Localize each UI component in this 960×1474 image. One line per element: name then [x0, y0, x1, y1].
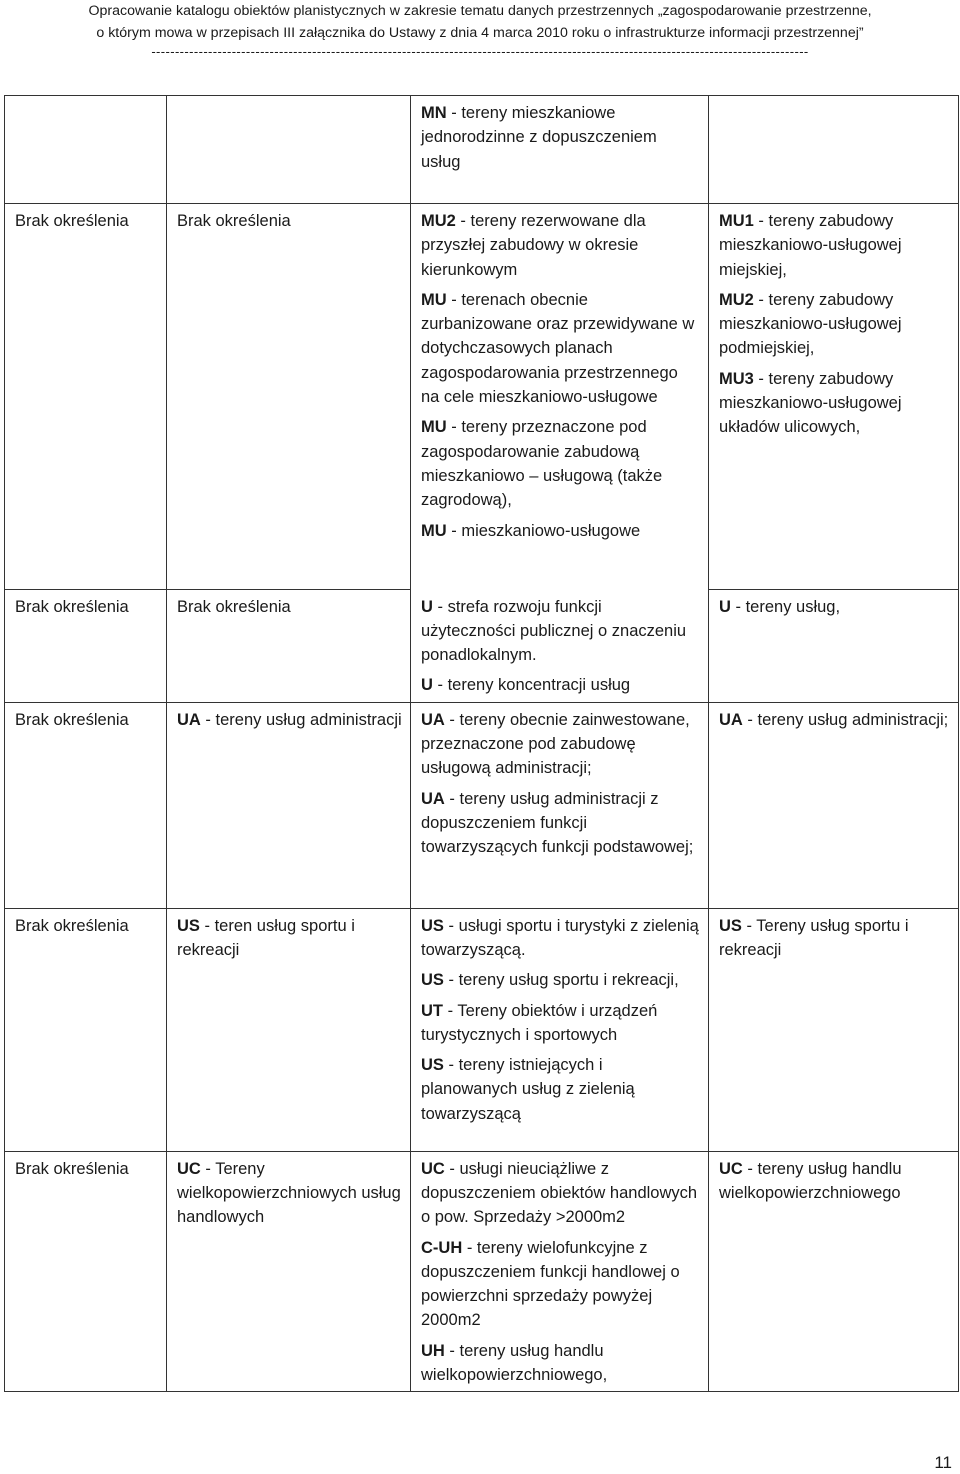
table-cell-1 — [5, 96, 167, 204]
entry — [421, 1053, 700, 1126]
table-cell-3 — [411, 96, 709, 204]
table-row — [5, 96, 959, 204]
entry-text: - mieszkaniowo-usługowe — [446, 521, 641, 540]
table-cell-2 — [167, 1151, 411, 1392]
table-cell-3 — [411, 908, 709, 1151]
entry — [421, 101, 700, 174]
header-separator: ------------------------------------------------------------------------------------------------------------------------------------------- — [151, 44, 809, 59]
entry — [421, 595, 700, 668]
entry — [421, 1339, 700, 1388]
entry — [719, 367, 950, 440]
table-cell-1 — [5, 1151, 167, 1392]
entry-code: UA — [177, 710, 201, 729]
entry — [719, 595, 950, 619]
entry-text: - usługi sportu i turystyki z zielenią towarzyszącą. — [421, 916, 699, 959]
entry-text: - tereny koncentracji usług — [432, 676, 631, 695]
table-cell-3 — [411, 590, 709, 703]
table-cell-1 — [5, 590, 167, 703]
entry-text: - tereny zabudowy mieszkaniowo-usługowej układów ulicowych, — [719, 369, 902, 437]
table-cell-2 — [167, 908, 411, 1151]
table-row — [5, 1151, 959, 1392]
entry-text: - tereny istniejących i planowanych usług z zielenią towarzyszącą — [421, 1056, 635, 1123]
entry-code: US — [421, 1056, 444, 1075]
entry-code: US — [421, 971, 444, 990]
entry — [719, 914, 950, 963]
entry — [421, 673, 700, 697]
entry-code: MU2 — [719, 290, 754, 309]
entry-code: UC — [719, 1159, 743, 1178]
entry — [421, 288, 700, 409]
entry — [719, 1157, 950, 1206]
entry — [719, 708, 950, 732]
entry-code: MU — [421, 521, 447, 540]
table-cell-4 — [709, 1151, 959, 1392]
table-row — [5, 204, 959, 590]
entry-text: - tereny usług sportu i rekreacji, — [443, 971, 679, 990]
table-cell-3 — [411, 702, 709, 908]
entry-text: - Tereny usług sportu i rekreacji — [719, 916, 909, 959]
entry-text: - teren usług sportu i rekreacji — [177, 916, 355, 959]
entry — [421, 708, 700, 781]
table-row — [5, 590, 959, 703]
table-cell-3 — [411, 1151, 709, 1392]
table-cell-2 — [167, 590, 411, 703]
entry-code: MN — [421, 104, 447, 122]
entry-text: - tereny usług administracji z dopuszczeniem funkcji towarzyszących funkcji podstawowej; — [421, 789, 694, 857]
entry-code: U — [421, 597, 433, 616]
entry-text: - tereny przeznaczone pod zagospodarowanie zabudową mieszkaniowo – usługową (także zagrodową), — [421, 418, 663, 510]
entry — [421, 209, 700, 282]
entry-text: - tereny rezerwowane dla przyszłej zabudowy w okresie kierunkowym — [421, 212, 646, 279]
entry-code: UA — [719, 710, 743, 729]
entry — [421, 415, 700, 512]
table-row — [5, 908, 959, 1151]
entry — [177, 1157, 402, 1230]
entry-text: - tereny usług, — [730, 598, 841, 616]
table-cell-3 — [411, 204, 709, 590]
entry-code: C-UH — [421, 1238, 463, 1257]
table-cell-4 — [709, 96, 959, 204]
entry — [421, 1236, 700, 1333]
entry-text: - tereny mieszkaniowe jednorodzinne z dopuszczeniem usług — [421, 104, 657, 171]
entry-text: - tereny usług administracji — [200, 710, 402, 729]
entry-text: - Tereny obiektów i urządzeń turystycznych i sportowych — [421, 1001, 658, 1044]
cell-text: Brak określenia — [15, 598, 129, 616]
entry-text: - tereny usług handlu wielkopowierzchniowego — [719, 1159, 902, 1202]
table-cell-4 — [709, 908, 959, 1151]
entry-code: UC — [421, 1159, 445, 1178]
entry-code: U — [719, 598, 731, 616]
entry-text: - Tereny wielkopowierzchniowych usług handlowych — [177, 1159, 401, 1227]
entry — [719, 288, 950, 361]
entry-text: - tereny zabudowy mieszkaniowo-usługowej miejskiej, — [719, 212, 902, 279]
entry — [421, 968, 700, 992]
page-header — [0, 0, 960, 60]
cell-text: Brak określenia — [15, 212, 129, 230]
table-body — [5, 96, 959, 1392]
entry-code: MU1 — [719, 212, 754, 230]
table-cell-4 — [709, 702, 959, 908]
table-cell-2 — [167, 702, 411, 908]
header-line-2: o którym mowa w przepisach III załącznika do Ustawy z dnia 4 marca 2010 roku o infrastrukturze informacji przestrzennej” — [96, 25, 864, 41]
entry-code: US — [177, 916, 200, 935]
entry-code: US — [421, 916, 444, 935]
entry-code: UA — [421, 789, 445, 808]
entry-text: - strefa rozwoju funkcji użyteczności publicznej o znaczeniu ponadlokalnym. — [421, 597, 687, 665]
table-row — [5, 702, 959, 908]
entry-text: - terenach obecnie zurbanizowane oraz przewidywane w dotychczasowych planach zagospodarowania przestrzennego na cele mieszkaniowo-usługowe — [421, 290, 695, 407]
entry-code: UH — [421, 1341, 445, 1360]
classification-table — [4, 95, 959, 1392]
table-cell-2 — [167, 96, 411, 204]
cell-text: Brak określenia — [15, 710, 129, 729]
entry-text: - tereny usług administracji; — [742, 710, 949, 729]
entry — [421, 914, 700, 963]
entry-code: MU2 — [421, 212, 456, 230]
entry-text: - tereny usług handlu wielkopowierzchniowego, — [421, 1341, 608, 1385]
entry — [421, 519, 700, 543]
entry-text: - tereny wielofunkcyjne z dopuszczeniem funkcji handlowej o powierzchni sprzedaży powyżej 2000m2 — [421, 1238, 680, 1330]
entry-code: UA — [421, 710, 445, 729]
table-cell-1 — [5, 702, 167, 908]
entry-code: UC — [177, 1159, 201, 1178]
table-cell-4 — [709, 204, 959, 590]
cell-text: Brak określenia — [177, 212, 291, 230]
table-cell-2 — [167, 204, 411, 590]
entry-code: MU — [421, 418, 447, 437]
entry-code: MU — [421, 290, 447, 309]
entry-code: UT — [421, 1001, 443, 1020]
entry — [177, 914, 402, 963]
header-line-1: Opracowanie katalogu obiektów planistycznych w zakresie tematu danych przestrzennych „zagospodarowanie przestrzenne, — [88, 3, 872, 19]
entry — [421, 1157, 700, 1230]
entry — [421, 787, 700, 860]
table-cell-1 — [5, 908, 167, 1151]
entry-code: U — [421, 676, 433, 695]
entry-text: - usługi nieuciążliwe z dopuszczeniem obiektów handlowych o pow. Sprzedaży >2000m2 — [421, 1159, 698, 1227]
entry-code: MU3 — [719, 369, 754, 388]
entry — [719, 209, 950, 282]
entry-text: - tereny obecnie zainwestowane, przeznaczone pod zabudowę usługową administracji; — [421, 710, 690, 778]
table-cell-1 — [5, 204, 167, 590]
entry — [421, 999, 700, 1048]
table-cell-4 — [709, 590, 959, 703]
entry-code: US — [719, 916, 742, 935]
entry-text: - tereny zabudowy mieszkaniowo-usługowej podmiejskiej, — [719, 290, 902, 358]
entry — [177, 708, 402, 732]
page-number: 11 — [934, 1453, 952, 1472]
cell-text: Brak określenia — [177, 598, 291, 616]
cell-text: Brak określenia — [15, 1159, 129, 1178]
cell-text: Brak określenia — [15, 916, 129, 935]
